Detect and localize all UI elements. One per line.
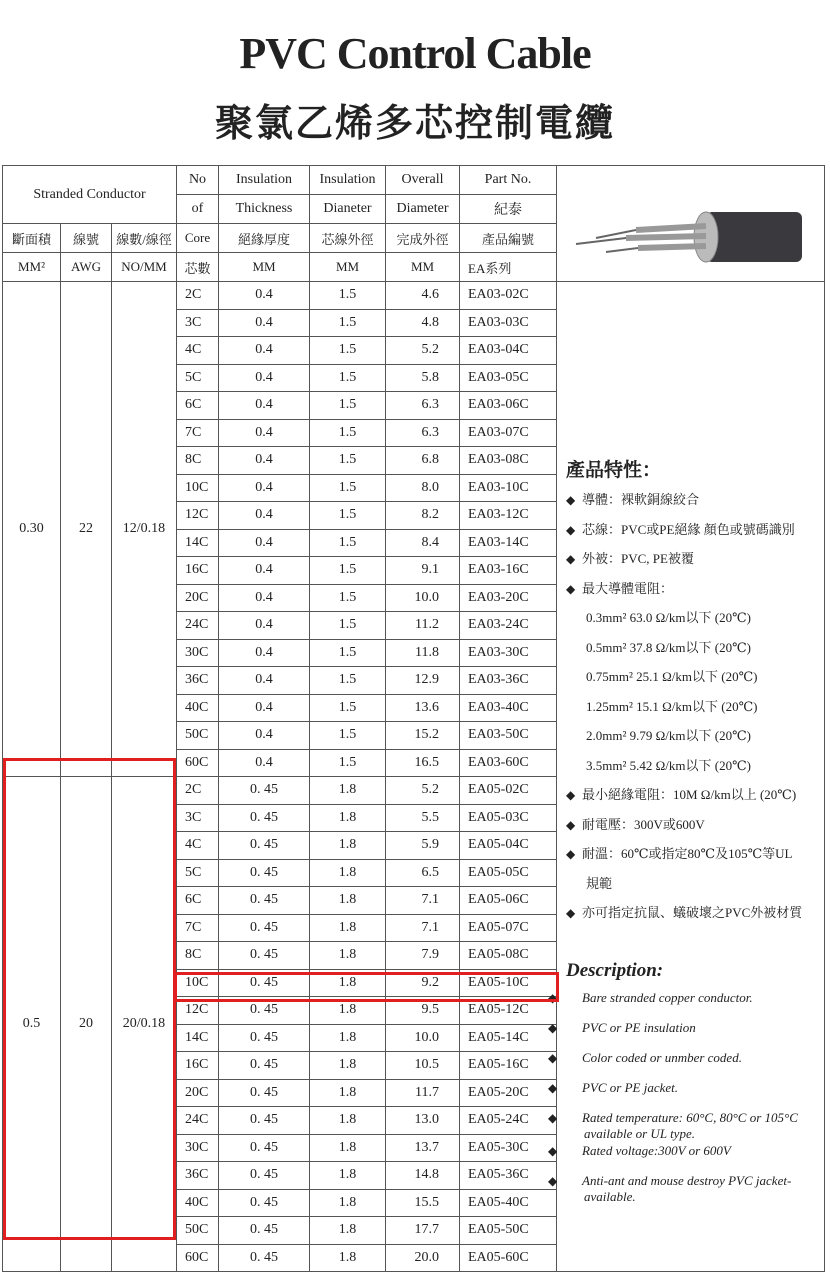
- cell-overall-diameter: 8.0: [386, 474, 460, 502]
- cell-insulation-diameter: 1.5: [310, 364, 386, 392]
- cell-core: 2C: [177, 777, 219, 805]
- unit-mm-thickness: MM: [219, 253, 310, 282]
- cell-part-no: EA05-05C: [460, 859, 557, 887]
- cell-part-no: EA05-03C: [460, 804, 557, 832]
- cell-insulation-diameter: 1.5: [310, 667, 386, 695]
- cell-core: 3C: [177, 804, 219, 832]
- cell-insulation-thickness: 0. 45: [219, 1052, 310, 1080]
- cell-part-no: EA03-06C: [460, 392, 557, 420]
- cable-cores: [626, 226, 706, 248]
- header-insulation-thickness-2: Thickness: [219, 195, 310, 224]
- cell-insulation-thickness: 0.4: [219, 392, 310, 420]
- cell-core: 24C: [177, 612, 219, 640]
- feature-item: [566, 846, 828, 876]
- cell-insulation-thickness: 0. 45: [219, 832, 310, 860]
- cell-overall-diameter: 15.5: [386, 1189, 460, 1217]
- diamond-bullet-icon: ◆: [566, 788, 576, 802]
- header-insulation-thickness-1: Insulation: [219, 166, 310, 195]
- diamond-bullet-icon: ◆: [566, 817, 576, 832]
- cell-insulation-thickness: 0. 45: [219, 777, 310, 805]
- cell-part-no: EA03-03C: [460, 309, 557, 337]
- cell-insulation-diameter: 1.5: [310, 419, 386, 447]
- cable-illustration: [566, 204, 812, 270]
- cell-insulation-diameter: 1.8: [310, 804, 386, 832]
- header-stranded-conductor: Stranded Conductor: [3, 166, 177, 224]
- cell-overall-diameter: 10.0: [386, 584, 460, 612]
- cell-insulation-diameter: 1.5: [310, 584, 386, 612]
- cell-overall-diameter: 7.9: [386, 942, 460, 970]
- cell-insulation-diameter: 1.8: [310, 969, 386, 997]
- cell-insulation-diameter: 1.5: [310, 557, 386, 585]
- feature-item: [566, 699, 828, 729]
- cell-part-no: EA03-24C: [460, 612, 557, 640]
- cell-core: 12C: [177, 997, 219, 1025]
- group-awg: 20: [61, 777, 112, 1272]
- cell-core: 16C: [177, 1052, 219, 1080]
- feature-item: [566, 610, 828, 640]
- cell-insulation-thickness: 0. 45: [219, 859, 310, 887]
- cell-overall-diameter: 14.8: [386, 1162, 460, 1190]
- cell-overall-diameter: 6.3: [386, 392, 460, 420]
- cell-insulation-diameter: 1.5: [310, 392, 386, 420]
- cell-insulation-diameter: 1.8: [310, 777, 386, 805]
- cell-insulation-thickness: 0. 45: [219, 1217, 310, 1245]
- cell-core: 14C: [177, 529, 219, 557]
- feature-text: 最大導體電阻：: [582, 580, 674, 596]
- cell-core: 10C: [177, 969, 219, 997]
- description-text: Color coded or unmber coded.: [582, 1050, 742, 1065]
- header-overall-diameter-2: Diameter: [386, 195, 460, 224]
- feature-text: 外被：PVC, PE被覆: [582, 551, 694, 566]
- description-item: [548, 1172, 828, 1206]
- cell-insulation-thickness: 0. 45: [219, 942, 310, 970]
- cell-overall-diameter: 9.1: [386, 557, 460, 585]
- page-subtitle-zh: 聚氯乙烯多芯控制電纜: [214, 101, 615, 145]
- description-item: [548, 1020, 828, 1050]
- cell-insulation-thickness: 0.4: [219, 502, 310, 530]
- description-heading: Description:: [566, 960, 664, 981]
- cell-insulation-thickness: 0.4: [219, 639, 310, 667]
- feature-text: 0.75mm² 25.1 Ω/km以下 (20℃): [586, 669, 758, 684]
- diamond-bullet-icon: ◆: [566, 581, 576, 596]
- cell-core: 8C: [177, 447, 219, 475]
- feature-text: 芯線：PVC或PE絕緣 顏色或號碼識別: [582, 521, 795, 537]
- cell-insulation-diameter: 1.5: [310, 502, 386, 530]
- cell-insulation-diameter: 1.5: [310, 639, 386, 667]
- feature-item: [566, 876, 828, 906]
- cell-core: 7C: [177, 914, 219, 942]
- unit-awg: AWG: [61, 253, 112, 282]
- description-item: [548, 1080, 828, 1110]
- cell-insulation-diameter: 1.5: [310, 309, 386, 337]
- cell-overall-diameter: 4.6: [386, 282, 460, 310]
- cell-insulation-diameter: 1.5: [310, 529, 386, 557]
- cell-overall-diameter: 10.5: [386, 1052, 460, 1080]
- cell-part-no: EA05-07C: [460, 914, 557, 942]
- cell-core: 40C: [177, 694, 219, 722]
- cell-core: 5C: [177, 859, 219, 887]
- cell-overall-diameter: 17.7: [386, 1217, 460, 1245]
- feature-text: 亦可指定抗鼠、蟻破壞之PVC外被材質: [582, 905, 803, 920]
- cell-insulation-thickness: 0.4: [219, 282, 310, 310]
- cell-core: 8C: [177, 942, 219, 970]
- cell-core: 50C: [177, 722, 219, 750]
- cell-insulation-thickness: 0. 45: [219, 1189, 310, 1217]
- cell-insulation-thickness: 0. 45: [219, 1244, 310, 1272]
- header-insulation-diameter-1: Insulation: [310, 166, 386, 195]
- cell-overall-diameter: 8.4: [386, 529, 460, 557]
- cell-core: 6C: [177, 887, 219, 915]
- cell-overall-diameter: 13.0: [386, 1107, 460, 1135]
- cell-overall-diameter: 5.8: [386, 364, 460, 392]
- cell-overall-diameter: 7.1: [386, 914, 460, 942]
- cell-part-no: EA03-14C: [460, 529, 557, 557]
- feature-item: [566, 581, 828, 611]
- cell-part-no: EA05-14C: [460, 1024, 557, 1052]
- cell-part-no: EA05-08C: [460, 942, 557, 970]
- cell-insulation-thickness: 0.4: [219, 749, 310, 777]
- cell-overall-diameter: 5.9: [386, 832, 460, 860]
- description-panel: [548, 960, 828, 1205]
- cell-overall-diameter: 13.7: [386, 1134, 460, 1162]
- cell-overall-diameter: 6.8: [386, 447, 460, 475]
- feature-text: 1.25mm² 15.1 Ω/km以下 (20℃): [586, 698, 758, 714]
- cell-overall-diameter: 11.2: [386, 612, 460, 640]
- group-awg: 22: [61, 282, 112, 777]
- header-zh-strands: 線數/線徑: [112, 224, 177, 253]
- cell-overall-diameter: 5.2: [386, 777, 460, 805]
- cell-core: 24C: [177, 1107, 219, 1135]
- cell-overall-diameter: 6.3: [386, 419, 460, 447]
- cell-core: 2C: [177, 282, 219, 310]
- group-nomm: 20/0.18: [112, 777, 177, 1272]
- cell-insulation-thickness: 0.4: [219, 419, 310, 447]
- cell-insulation-diameter: 1.5: [310, 282, 386, 310]
- cell-core: 16C: [177, 557, 219, 585]
- header-part-no-2: 紀泰: [460, 195, 557, 224]
- cell-overall-diameter: 12.9: [386, 667, 460, 695]
- feature-text: 規範: [586, 875, 613, 891]
- cell-core: 4C: [177, 832, 219, 860]
- cell-core: 20C: [177, 584, 219, 612]
- cell-insulation-diameter: 1.5: [310, 474, 386, 502]
- description-item: [548, 1142, 828, 1173]
- unit-mm-insulation: MM: [310, 253, 386, 282]
- cell-insulation-thickness: 0.4: [219, 309, 310, 337]
- features-panel-zh: [566, 455, 828, 935]
- cell-overall-diameter: 11.7: [386, 1079, 460, 1107]
- cell-insulation-diameter: 1.5: [310, 447, 386, 475]
- unit-series: EA系列: [460, 253, 557, 282]
- header-zh-insulation-thickness: 絕緣厚度: [219, 224, 310, 253]
- cell-part-no: EA03-08C: [460, 447, 557, 475]
- cell-insulation-thickness: 0. 45: [219, 804, 310, 832]
- cell-core: 36C: [177, 667, 219, 695]
- cell-insulation-diameter: 1.8: [310, 1189, 386, 1217]
- cell-part-no: EA05-30C: [460, 1134, 557, 1162]
- diamond-bullet-icon: ◆: [566, 906, 576, 920]
- feature-item: [566, 640, 828, 670]
- cell-insulation-diameter: 1.8: [310, 1217, 386, 1245]
- cell-part-no: EA03-16C: [460, 557, 557, 585]
- cell-overall-diameter: 9.2: [386, 969, 460, 997]
- cell-part-no: EA03-10C: [460, 474, 557, 502]
- diamond-bullet-icon: ◆: [548, 1173, 558, 1188]
- feature-text: 0.3mm² 63.0 Ω/km以下 (20℃): [586, 610, 751, 625]
- cell-core: 3C: [177, 309, 219, 337]
- page-title: PVC Control Cable: [239, 29, 591, 78]
- description-text: PVC or PE insulation: [582, 1020, 696, 1035]
- group-mm2: 0.30: [3, 282, 61, 777]
- cell-part-no: EA05-50C: [460, 1217, 557, 1245]
- cell-part-no: EA05-12C: [460, 997, 557, 1025]
- table-row: [3, 282, 825, 310]
- cell-part-no: EA03-36C: [460, 667, 557, 695]
- cell-part-no: EA05-40C: [460, 1189, 557, 1217]
- cell-part-no: EA03-40C: [460, 694, 557, 722]
- cell-insulation-thickness: 0.4: [219, 694, 310, 722]
- diamond-bullet-icon: ◆: [566, 522, 576, 537]
- feature-text: 導體：裸軟銅線絞合: [582, 492, 700, 507]
- cell-insulation-thickness: 0.4: [219, 584, 310, 612]
- cell-overall-diameter: 8.2: [386, 502, 460, 530]
- cell-insulation-diameter: 1.8: [310, 914, 386, 942]
- cell-overall-diameter: 4.8: [386, 309, 460, 337]
- description-text: Rated temperature: 60°C, 80°C or 105°C available or UL type.: [582, 1110, 798, 1142]
- cell-core: 14C: [177, 1024, 219, 1052]
- cell-insulation-thickness: 0. 45: [219, 914, 310, 942]
- cell-insulation-thickness: 0.4: [219, 337, 310, 365]
- cell-insulation-thickness: 0.4: [219, 722, 310, 750]
- feature-text: 耐電壓：300V或600V: [582, 816, 705, 832]
- header-overall-diameter-1: Overall: [386, 166, 460, 195]
- diamond-bullet-icon: ◆: [548, 1143, 558, 1158]
- cell-part-no: EA05-06C: [460, 887, 557, 915]
- cell-insulation-diameter: 1.8: [310, 1244, 386, 1272]
- cell-insulation-thickness: 0.4: [219, 612, 310, 640]
- unit-mm2: MM²: [3, 253, 61, 282]
- feature-item: [566, 728, 828, 758]
- cell-part-no: EA05-36C: [460, 1162, 557, 1190]
- description-text: Anti-ant and mouse destroy PVC jacket-available.: [582, 1172, 792, 1204]
- feature-text: 耐溫：60℃或指定80℃及105℃等UL: [582, 846, 793, 861]
- cable-jacket-shape: [706, 212, 802, 262]
- cell-core: 60C: [177, 1244, 219, 1272]
- description-item: [548, 990, 828, 1020]
- diamond-bullet-icon: ◆: [566, 552, 576, 566]
- cell-insulation-thickness: 0.4: [219, 529, 310, 557]
- header-zh-overall-diameter: 完成外徑: [386, 224, 460, 253]
- cell-core: 6C: [177, 392, 219, 420]
- feature-item: [566, 669, 828, 699]
- cell-part-no: EA05-02C: [460, 777, 557, 805]
- cell-core: 10C: [177, 474, 219, 502]
- cell-part-no: EA03-60C: [460, 749, 557, 777]
- cell-core: 5C: [177, 364, 219, 392]
- cell-part-no: EA05-10C: [460, 969, 557, 997]
- cell-part-no: EA05-04C: [460, 832, 557, 860]
- cell-overall-diameter: 20.0: [386, 1244, 460, 1272]
- header-no-of-core-1: No: [177, 166, 219, 195]
- cell-core: 40C: [177, 1189, 219, 1217]
- cell-part-no: EA03-20C: [460, 584, 557, 612]
- cell-insulation-diameter: 1.8: [310, 1134, 386, 1162]
- cell-part-no: EA03-05C: [460, 364, 557, 392]
- cell-insulation-diameter: 1.8: [310, 1107, 386, 1135]
- cell-insulation-thickness: 0.4: [219, 474, 310, 502]
- cell-overall-diameter: 11.8: [386, 639, 460, 667]
- cell-overall-diameter: 10.0: [386, 1024, 460, 1052]
- cell-part-no: EA03-04C: [460, 337, 557, 365]
- feature-text: 0.5mm² 37.8 Ω/km以下 (20℃): [586, 639, 751, 655]
- feature-item: [566, 551, 828, 581]
- cell-overall-diameter: 5.2: [386, 337, 460, 365]
- cell-insulation-thickness: 0. 45: [219, 887, 310, 915]
- cell-overall-diameter: 15.2: [386, 722, 460, 750]
- cell-core: 36C: [177, 1162, 219, 1190]
- cell-insulation-diameter: 1.8: [310, 997, 386, 1025]
- cell-overall-diameter: 6.5: [386, 859, 460, 887]
- header-no-of-core-2: of: [177, 195, 219, 224]
- unit-mm-overall: MM: [386, 253, 460, 282]
- feature-text: 最小絕緣電阻：10M Ω/km以上 (20℃): [582, 787, 797, 802]
- cell-part-no: EA03-50C: [460, 722, 557, 750]
- cell-insulation-diameter: 1.8: [310, 887, 386, 915]
- cell-insulation-diameter: 1.8: [310, 832, 386, 860]
- cell-insulation-thickness: 0.4: [219, 667, 310, 695]
- cell-insulation-thickness: 0. 45: [219, 1079, 310, 1107]
- cell-insulation-diameter: 1.8: [310, 942, 386, 970]
- cell-overall-diameter: 13.6: [386, 694, 460, 722]
- diamond-bullet-icon: ◆: [548, 991, 558, 1005]
- cell-insulation-diameter: 1.5: [310, 722, 386, 750]
- cell-core: 12C: [177, 502, 219, 530]
- cell-insulation-thickness: 0. 45: [219, 1162, 310, 1190]
- cell-core: 20C: [177, 1079, 219, 1107]
- features-heading: 產品特性：: [566, 459, 662, 481]
- cell-part-no: EA05-60C: [460, 1244, 557, 1272]
- feature-item: [566, 522, 828, 552]
- cell-insulation-diameter: 1.8: [310, 859, 386, 887]
- cell-part-no: EA05-16C: [460, 1052, 557, 1080]
- cell-part-no: EA03-12C: [460, 502, 557, 530]
- diamond-bullet-icon: ◆: [548, 1051, 558, 1065]
- cell-insulation-thickness: 0. 45: [219, 997, 310, 1025]
- diamond-bullet-icon: ◆: [548, 1081, 558, 1095]
- unit-nomm: NO/MM: [112, 253, 177, 282]
- cell-part-no: EA03-30C: [460, 639, 557, 667]
- feature-item: [566, 787, 828, 817]
- diamond-bullet-icon: ◆: [548, 1111, 558, 1125]
- header-insulation-diameter-2: Dianeter: [310, 195, 386, 224]
- feature-item: [566, 817, 828, 847]
- group-nomm: 12/0.18: [112, 282, 177, 777]
- cell-insulation-thickness: 0. 45: [219, 1107, 310, 1135]
- header-zh-area: 斷面積: [3, 224, 61, 253]
- cell-overall-diameter: 7.1: [386, 887, 460, 915]
- cell-insulation-thickness: 0.4: [219, 447, 310, 475]
- cell-insulation-diameter: 1.8: [310, 1052, 386, 1080]
- cell-part-no: EA05-20C: [460, 1079, 557, 1107]
- feature-item: [566, 758, 828, 788]
- cell-insulation-diameter: 1.8: [310, 1079, 386, 1107]
- cell-insulation-diameter: 1.5: [310, 612, 386, 640]
- group-mm2: 0.5: [3, 777, 61, 1272]
- description-text: Rated voltage:300V or 600V: [582, 1142, 731, 1158]
- cell-overall-diameter: 5.5: [386, 804, 460, 832]
- description-text: Bare stranded copper conductor.: [582, 990, 753, 1005]
- cell-insulation-diameter: 1.8: [310, 1024, 386, 1052]
- description-item: [548, 1050, 828, 1080]
- cell-core: 60C: [177, 749, 219, 777]
- cell-core: 30C: [177, 1134, 219, 1162]
- description-item: [548, 1110, 828, 1143]
- feature-text: 3.5mm² 5.42 Ω/km以下 (20℃): [586, 757, 751, 773]
- cell-insulation-thickness: 0. 45: [219, 1134, 310, 1162]
- cell-part-no: EA03-07C: [460, 419, 557, 447]
- cell-insulation-diameter: 1.5: [310, 749, 386, 777]
- cell-insulation-diameter: 1.5: [310, 694, 386, 722]
- diamond-bullet-icon: ◆: [566, 847, 576, 861]
- cell-insulation-thickness: 0. 45: [219, 969, 310, 997]
- cell-overall-diameter: 16.5: [386, 749, 460, 777]
- header-part-no-1: Part No.: [460, 166, 557, 195]
- unit-core-count: 芯數: [177, 253, 219, 282]
- header-zh-core-diameter: 芯線外徑: [310, 224, 386, 253]
- cell-insulation-thickness: 0.4: [219, 557, 310, 585]
- cell-insulation-diameter: 1.5: [310, 337, 386, 365]
- cell-insulation-diameter: 1.8: [310, 1162, 386, 1190]
- cell-part-no: EA03-02C: [460, 282, 557, 310]
- description-text: PVC or PE jacket.: [582, 1080, 679, 1095]
- cell-insulation-thickness: 0. 45: [219, 1024, 310, 1052]
- diamond-bullet-icon: ◆: [548, 1021, 558, 1035]
- cell-insulation-thickness: 0.4: [219, 364, 310, 392]
- cell-part-no: EA05-24C: [460, 1107, 557, 1135]
- cell-core: 30C: [177, 639, 219, 667]
- header-zh-gauge: 線號: [61, 224, 112, 253]
- diamond-bullet-icon: ◆: [566, 493, 576, 507]
- cell-core: 4C: [177, 337, 219, 365]
- cell-core: 7C: [177, 419, 219, 447]
- cell-core: 50C: [177, 1217, 219, 1245]
- header-no-of-core-3: Core: [177, 224, 219, 253]
- feature-text: 2.0mm² 9.79 Ω/km以下 (20℃): [586, 728, 751, 743]
- cable-strands: [576, 230, 638, 252]
- header-zh-part-number: 產品編號: [460, 224, 557, 253]
- cell-overall-diameter: 9.5: [386, 997, 460, 1025]
- feature-item: [566, 492, 828, 522]
- feature-item: [566, 905, 828, 935]
